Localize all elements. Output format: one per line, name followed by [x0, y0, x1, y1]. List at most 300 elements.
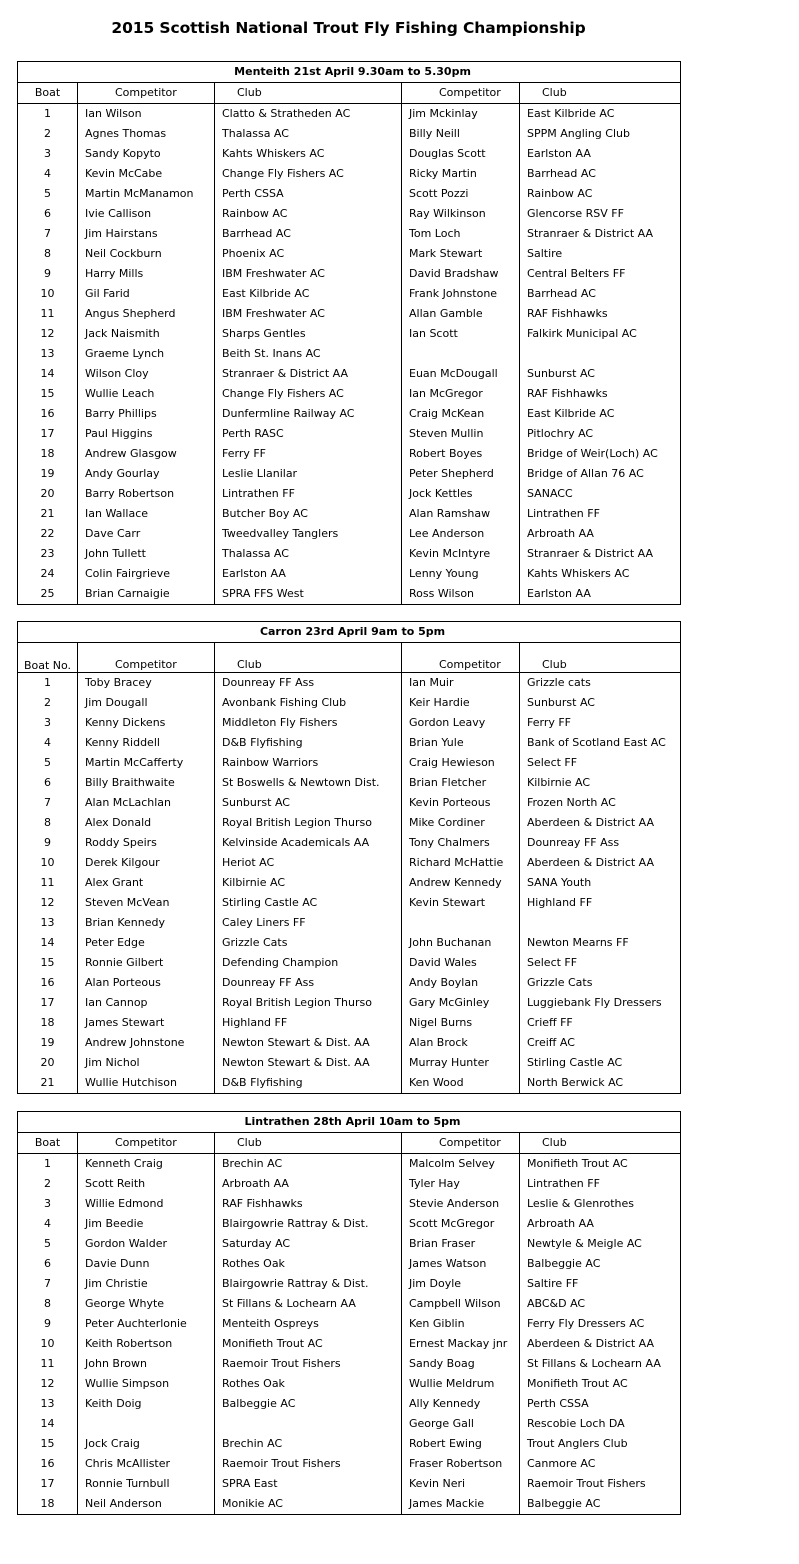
competitor-name: Steven McVean	[78, 893, 215, 913]
competitor-name: Ronnie Gilbert	[78, 953, 215, 973]
boat-number: 3	[18, 144, 78, 164]
club-name: Ferry FF	[215, 444, 402, 464]
club-name: Grizzle cats	[520, 673, 681, 694]
club-name: Brechin AC	[215, 1154, 402, 1175]
competitor-name: Fraser Robertson	[402, 1454, 520, 1474]
club-name: Monifieth Trout AC	[520, 1374, 681, 1394]
competitor-name: Nigel Burns	[402, 1013, 520, 1033]
boat-number: 17	[18, 424, 78, 444]
club-name: Stirling Castle AC	[520, 1053, 681, 1073]
table-row	[18, 204, 681, 224]
competitor-name: Scott Reith	[78, 1174, 215, 1194]
boat-number: 13	[18, 1394, 78, 1414]
competitor-name: Jock Craig	[78, 1434, 215, 1454]
club-name: ABC&D AC	[520, 1294, 681, 1314]
club-name: Change Fly Fishers AC	[215, 164, 402, 184]
competitor-header: Competitor	[402, 83, 520, 104]
club-name: D&B Flyfishing	[215, 1073, 402, 1094]
club-name: Stranraer & District AA	[520, 544, 681, 564]
competitor-name: Ian Wallace	[78, 504, 215, 524]
table-row	[18, 833, 681, 853]
club-name: Luggiebank Fly Dressers	[520, 993, 681, 1013]
competitor-name: Mark Stewart	[402, 244, 520, 264]
table-row	[18, 873, 681, 893]
club-name: Select FF	[520, 953, 681, 973]
table-row	[18, 1334, 681, 1354]
club-name: Newton Stewart & Dist. AA	[215, 1053, 402, 1073]
competitor-name: Alan Porteous	[78, 973, 215, 993]
competitor-name: Peter Auchterlonie	[78, 1314, 215, 1334]
boat-number: 3	[18, 1194, 78, 1214]
club-name: Monikie AC	[215, 1494, 402, 1515]
club-name: Barrhead AC	[520, 164, 681, 184]
boat-number: 19	[18, 464, 78, 484]
competitor-name: Keith Robertson	[78, 1334, 215, 1354]
table-row	[18, 324, 681, 344]
club-name: East Kilbride AC	[520, 104, 681, 125]
competitor-name: Davie Dunn	[78, 1254, 215, 1274]
table-row	[18, 484, 681, 504]
boat-number: 14	[18, 933, 78, 953]
boat-number: 8	[18, 1294, 78, 1314]
competitor-name: Alan Brock	[402, 1033, 520, 1053]
competitor-name: Richard McHattie	[402, 853, 520, 873]
competitor-name: Jim Doyle	[402, 1274, 520, 1294]
table-row	[18, 773, 681, 793]
club-name: Canmore AC	[520, 1454, 681, 1474]
competitor-name: Paul Higgins	[78, 424, 215, 444]
club-name: Perth RASC	[215, 424, 402, 444]
club-name: Aberdeen & District AA	[520, 853, 681, 873]
competitor-name	[402, 913, 520, 933]
boat-number: 9	[18, 1314, 78, 1334]
competitor-name: Ian Wilson	[78, 104, 215, 125]
competitor-name: Ian McGregor	[402, 384, 520, 404]
boat-number: 10	[18, 853, 78, 873]
competitor-header: Competitor	[402, 643, 520, 673]
table-row	[18, 384, 681, 404]
competitor-name: Allan Gamble	[402, 304, 520, 324]
club-name: RAF Fishhawks	[520, 304, 681, 324]
competitor-name: Agnes Thomas	[78, 124, 215, 144]
competitor-name: Martin McCafferty	[78, 753, 215, 773]
boat-number: 6	[18, 773, 78, 793]
club-name: Raemoir Trout Fishers	[215, 1454, 402, 1474]
competitor-name: Craig Hewieson	[402, 753, 520, 773]
club-name: Balbeggie AC	[520, 1254, 681, 1274]
table-row	[18, 1033, 681, 1053]
table-row	[18, 404, 681, 424]
club-header: Club	[520, 643, 681, 673]
competitor-name: Dave Carr	[78, 524, 215, 544]
boat-number: 21	[18, 504, 78, 524]
club-name: Highland FF	[520, 893, 681, 913]
club-name: Select FF	[520, 753, 681, 773]
boat-number: 16	[18, 1454, 78, 1474]
competitor-name: Ken Wood	[402, 1073, 520, 1094]
club-name: Sharps Gentles	[215, 324, 402, 344]
club-name: Sunburst AC	[520, 693, 681, 713]
club-name: Barrhead AC	[215, 224, 402, 244]
competitor-name: Robert Ewing	[402, 1434, 520, 1454]
club-name: Falkirk Municipal AC	[520, 324, 681, 344]
competitor-name	[402, 344, 520, 364]
club-name: Royal British Legion Thurso	[215, 813, 402, 833]
table-row	[18, 1053, 681, 1073]
club-name: Thalassa AC	[215, 544, 402, 564]
club-name: IBM Freshwater AC	[215, 304, 402, 324]
table-row	[18, 1474, 681, 1494]
competitor-name: Keir Hardie	[402, 693, 520, 713]
competitor-name: Ray Wilkinson	[402, 204, 520, 224]
boat-number: 2	[18, 1174, 78, 1194]
competitor-name: Andy Boylan	[402, 973, 520, 993]
competitor-name: Wullie Meldrum	[402, 1374, 520, 1394]
competitor-name: Barry Robertson	[78, 484, 215, 504]
boat-number: 10	[18, 284, 78, 304]
boat-number: 16	[18, 973, 78, 993]
table-row	[18, 973, 681, 993]
competitor-name: Derek Kilgour	[78, 853, 215, 873]
club-name: Bank of Scotland East AC	[520, 733, 681, 753]
competitor-name: Murray Hunter	[402, 1053, 520, 1073]
club-name: Crieff FF	[520, 1013, 681, 1033]
table-row	[18, 124, 681, 144]
club-name: Rothes Oak	[215, 1254, 402, 1274]
table-row	[18, 144, 681, 164]
club-name: Rothes Oak	[215, 1374, 402, 1394]
competitor-name: Gordon Walder	[78, 1234, 215, 1254]
page-title: 2015 Scottish National Trout Fly Fishing Championship	[111, 19, 586, 37]
boat-number: 15	[18, 953, 78, 973]
table-row	[18, 284, 681, 304]
lintrathen-table	[17, 1111, 681, 1515]
boat-number: 4	[18, 733, 78, 753]
competitor-name: Andrew Johnstone	[78, 1033, 215, 1053]
boat-header: Boat No.	[18, 643, 78, 673]
boat-number: 4	[18, 164, 78, 184]
club-name: Saturday AC	[215, 1234, 402, 1254]
club-name: Rainbow AC	[520, 184, 681, 204]
table-row	[18, 1434, 681, 1454]
club-name: Saltire FF	[520, 1274, 681, 1294]
club-name: Stirling Castle AC	[215, 893, 402, 913]
competitor-name: Ronnie Turnbull	[78, 1474, 215, 1494]
club-name: SANACC	[520, 484, 681, 504]
table-row	[18, 364, 681, 384]
competitor-name: Euan McDougall	[402, 364, 520, 384]
club-name: Phoenix AC	[215, 244, 402, 264]
competitor-name: Willie Edmond	[78, 1194, 215, 1214]
competitor-name: James Mackie	[402, 1494, 520, 1515]
table-row	[18, 244, 681, 264]
boat-number: 17	[18, 1474, 78, 1494]
club-name: Trout Anglers Club	[520, 1434, 681, 1454]
competitor-name: George Whyte	[78, 1294, 215, 1314]
competitor-name: Kevin Neri	[402, 1474, 520, 1494]
boat-number: 12	[18, 893, 78, 913]
boat-number: 13	[18, 344, 78, 364]
club-name: Monifieth Trout AC	[215, 1334, 402, 1354]
competitor-name: Brian Fraser	[402, 1234, 520, 1254]
competitor-name: Billy Braithwaite	[78, 773, 215, 793]
competitor-name: Graeme Lynch	[78, 344, 215, 364]
competitor-name: Kevin McCabe	[78, 164, 215, 184]
table-row	[18, 544, 681, 564]
club-name: Earlston AA	[520, 584, 681, 605]
boat-number: 15	[18, 384, 78, 404]
club-name: Caley Liners FF	[215, 913, 402, 933]
table-row	[18, 1274, 681, 1294]
club-name: Beith St. Inans AC	[215, 344, 402, 364]
competitor-name: Gary McGinley	[402, 993, 520, 1013]
competitor-name: John Brown	[78, 1354, 215, 1374]
club-name: Aberdeen & District AA	[520, 813, 681, 833]
table-row	[18, 584, 681, 605]
boat-number: 22	[18, 524, 78, 544]
table-row	[18, 264, 681, 284]
club-name: St Boswells & Newtown Dist.	[215, 773, 402, 793]
competitor-name: Brian Fletcher	[402, 773, 520, 793]
club-name: Saltire	[520, 244, 681, 264]
competitor-name: Roddy Speirs	[78, 833, 215, 853]
boat-number: 14	[18, 1414, 78, 1434]
club-name: Raemoir Trout Fishers	[215, 1354, 402, 1374]
club-name: Bridge of Allan 76 AC	[520, 464, 681, 484]
table-row	[18, 993, 681, 1013]
club-header: Club	[215, 643, 402, 673]
club-name: Dounreay FF Ass	[215, 673, 402, 694]
competitor-name: Jim Hairstans	[78, 224, 215, 244]
competitor-name: Lee Anderson	[402, 524, 520, 544]
competitor-name: Scott Pozzi	[402, 184, 520, 204]
competitor-name: Sandy Kopyto	[78, 144, 215, 164]
boat-number: 18	[18, 444, 78, 464]
table-row	[18, 184, 681, 204]
competitor-name: Ian Muir	[402, 673, 520, 694]
club-name	[520, 344, 681, 364]
club-name: Aberdeen & District AA	[520, 1334, 681, 1354]
boat-number: 1	[18, 673, 78, 694]
competitor-name: Stevie Anderson	[402, 1194, 520, 1214]
competitor-name: Jack Naismith	[78, 324, 215, 344]
competitor-name: Andrew Kennedy	[402, 873, 520, 893]
club-name: Stranraer & District AA	[215, 364, 402, 384]
table-row	[18, 1314, 681, 1334]
boat-number: 12	[18, 1374, 78, 1394]
club-name: St Fillans & Lochearn AA	[520, 1354, 681, 1374]
boat-number: 11	[18, 304, 78, 324]
boat-number: 18	[18, 1013, 78, 1033]
club-name: Creiff AC	[520, 1033, 681, 1053]
club-name: Highland FF	[215, 1013, 402, 1033]
competitor-name: Toby Bracey	[78, 673, 215, 694]
club-name: Kilbirnie AC	[520, 773, 681, 793]
competitor-name: Jim Christie	[78, 1274, 215, 1294]
competitor-name: James Watson	[402, 1254, 520, 1274]
competitor-header: Competitor	[78, 1133, 215, 1154]
competitor-name: Brian Carnaigie	[78, 584, 215, 605]
competitor-name: Lenny Young	[402, 564, 520, 584]
table-row	[18, 1073, 681, 1094]
boat-header: Boat	[18, 83, 78, 104]
club-name: SPPM Angling Club	[520, 124, 681, 144]
competitor-name: Gil Farid	[78, 284, 215, 304]
club-name: Earlston AA	[215, 564, 402, 584]
club-name: Tweedvalley Tanglers	[215, 524, 402, 544]
club-name: Ferry FF	[520, 713, 681, 733]
club-name: Earlston AA	[520, 144, 681, 164]
competitor-name: Tom Loch	[402, 224, 520, 244]
competitor-name: Ken Giblin	[402, 1314, 520, 1334]
competitor-name: Neil Cockburn	[78, 244, 215, 264]
table-row	[18, 1374, 681, 1394]
table-row	[18, 1494, 681, 1515]
club-name: East Kilbride AC	[520, 404, 681, 424]
club-name: Balbeggie AC	[520, 1494, 681, 1515]
boat-number: 7	[18, 224, 78, 244]
club-name: Kahts Whiskers AC	[520, 564, 681, 584]
club-name: Menteith Ospreys	[215, 1314, 402, 1334]
competitor-name: Alex Donald	[78, 813, 215, 833]
competitor-name: Mike Cordiner	[402, 813, 520, 833]
competitor-name: George Gall	[402, 1414, 520, 1434]
club-name: Newton Mearns FF	[520, 933, 681, 953]
boat-number: 24	[18, 564, 78, 584]
boat-number: 5	[18, 753, 78, 773]
table-row	[18, 1414, 681, 1434]
boat-number: 16	[18, 404, 78, 424]
competitor-name: Kenny Dickens	[78, 713, 215, 733]
club-name: Monifieth Trout AC	[520, 1154, 681, 1175]
competitor-header: Competitor	[402, 1133, 520, 1154]
club-name: Ferry Fly Dressers AC	[520, 1314, 681, 1334]
club-name: Rainbow Warriors	[215, 753, 402, 773]
club-name: RAF Fishhawks	[520, 384, 681, 404]
competitor-name: David Wales	[402, 953, 520, 973]
club-name: Dunfermline Railway AC	[215, 404, 402, 424]
competitor-name: Jim Beedie	[78, 1214, 215, 1234]
table-row	[18, 424, 681, 444]
boat-number: 13	[18, 913, 78, 933]
table-row	[18, 564, 681, 584]
club-name: Raemoir Trout Fishers	[520, 1474, 681, 1494]
club-name: Clatto & Stratheden AC	[215, 104, 402, 125]
competitor-name: Alan McLachlan	[78, 793, 215, 813]
table-row	[18, 504, 681, 524]
club-name: Butcher Boy AC	[215, 504, 402, 524]
table-row	[18, 1394, 681, 1414]
table-row	[18, 1214, 681, 1234]
boat-number: 1	[18, 104, 78, 125]
club-name: Newtyle & Meigle AC	[520, 1234, 681, 1254]
table-row	[18, 693, 681, 713]
table-row	[18, 1454, 681, 1474]
club-header: Club	[215, 83, 402, 104]
boat-number: 2	[18, 124, 78, 144]
competitor-name: Tony Chalmers	[402, 833, 520, 853]
club-name: East Kilbride AC	[215, 284, 402, 304]
competitor-name: Sandy Boag	[402, 1354, 520, 1374]
boat-number: 10	[18, 1334, 78, 1354]
club-name: SANA Youth	[520, 873, 681, 893]
table-row	[18, 673, 681, 694]
club-name: SPRA East	[215, 1474, 402, 1494]
club-name: Heriot AC	[215, 853, 402, 873]
table-row	[18, 1154, 681, 1175]
club-name: Barrhead AC	[520, 284, 681, 304]
club-name: IBM Freshwater AC	[215, 264, 402, 284]
club-name: Rescobie Loch DA	[520, 1414, 681, 1434]
competitor-name: Barry Phillips	[78, 404, 215, 424]
competitor-name: Ivie Callison	[78, 204, 215, 224]
club-name: St Fillans & Lochearn AA	[215, 1294, 402, 1314]
boat-number: 5	[18, 1234, 78, 1254]
competitor-name: Neil Anderson	[78, 1494, 215, 1515]
competitor-name: Wilson Cloy	[78, 364, 215, 384]
club-name: Dounreay FF Ass	[215, 973, 402, 993]
table-row	[18, 713, 681, 733]
club-name: Defending Champion	[215, 953, 402, 973]
competitor-name: Ian Cannop	[78, 993, 215, 1013]
competitor-name: Wullie Hutchison	[78, 1073, 215, 1094]
boat-number: 5	[18, 184, 78, 204]
competitor-name: Gordon Leavy	[402, 713, 520, 733]
competitor-name: Billy Neill	[402, 124, 520, 144]
club-name	[520, 913, 681, 933]
competitor-name: Ricky Martin	[402, 164, 520, 184]
table-row	[18, 933, 681, 953]
boat-number: 11	[18, 873, 78, 893]
club-name: Kelvinside Academicals AA	[215, 833, 402, 853]
boat-number: 1	[18, 1154, 78, 1175]
boat-number: 6	[18, 1254, 78, 1274]
boat-number: 4	[18, 1214, 78, 1234]
competitor-name: Tyler Hay	[402, 1174, 520, 1194]
competitor-name: Frank Johnstone	[402, 284, 520, 304]
club-name: Grizzle Cats	[215, 933, 402, 953]
section-heading: Carron 23rd April 9am to 5pm	[18, 622, 681, 643]
table-row	[18, 104, 681, 125]
club-name: Bridge of Weir(Loch) AC	[520, 444, 681, 464]
competitor-header: Competitor	[78, 83, 215, 104]
competitor-header: Competitor	[78, 643, 215, 673]
table-row	[18, 1013, 681, 1033]
club-name: Lintrathen FF	[215, 484, 402, 504]
table-row	[18, 753, 681, 773]
section-heading: Lintrathen 28th April 10am to 5pm	[18, 1112, 681, 1133]
club-name: Royal British Legion Thurso	[215, 993, 402, 1013]
table-row	[18, 913, 681, 933]
competitor-name: David Bradshaw	[402, 264, 520, 284]
club-name: Dounreay FF Ass	[520, 833, 681, 853]
table-row	[18, 1254, 681, 1274]
club-name: Glencorse RSV FF	[520, 204, 681, 224]
club-name: Middleton Fly Fishers	[215, 713, 402, 733]
club-name: Thalassa AC	[215, 124, 402, 144]
competitor-name: Kenneth Craig	[78, 1154, 215, 1175]
club-name: Brechin AC	[215, 1434, 402, 1454]
club-name: Sunburst AC	[520, 364, 681, 384]
boat-number: 8	[18, 813, 78, 833]
competitor-name: Steven Mullin	[402, 424, 520, 444]
table-row	[18, 444, 681, 464]
club-name: Perth CSSA	[215, 184, 402, 204]
boat-number: 19	[18, 1033, 78, 1053]
competitor-name: Wullie Leach	[78, 384, 215, 404]
competitor-name: Alex Grant	[78, 873, 215, 893]
club-name: Change Fly Fishers AC	[215, 384, 402, 404]
